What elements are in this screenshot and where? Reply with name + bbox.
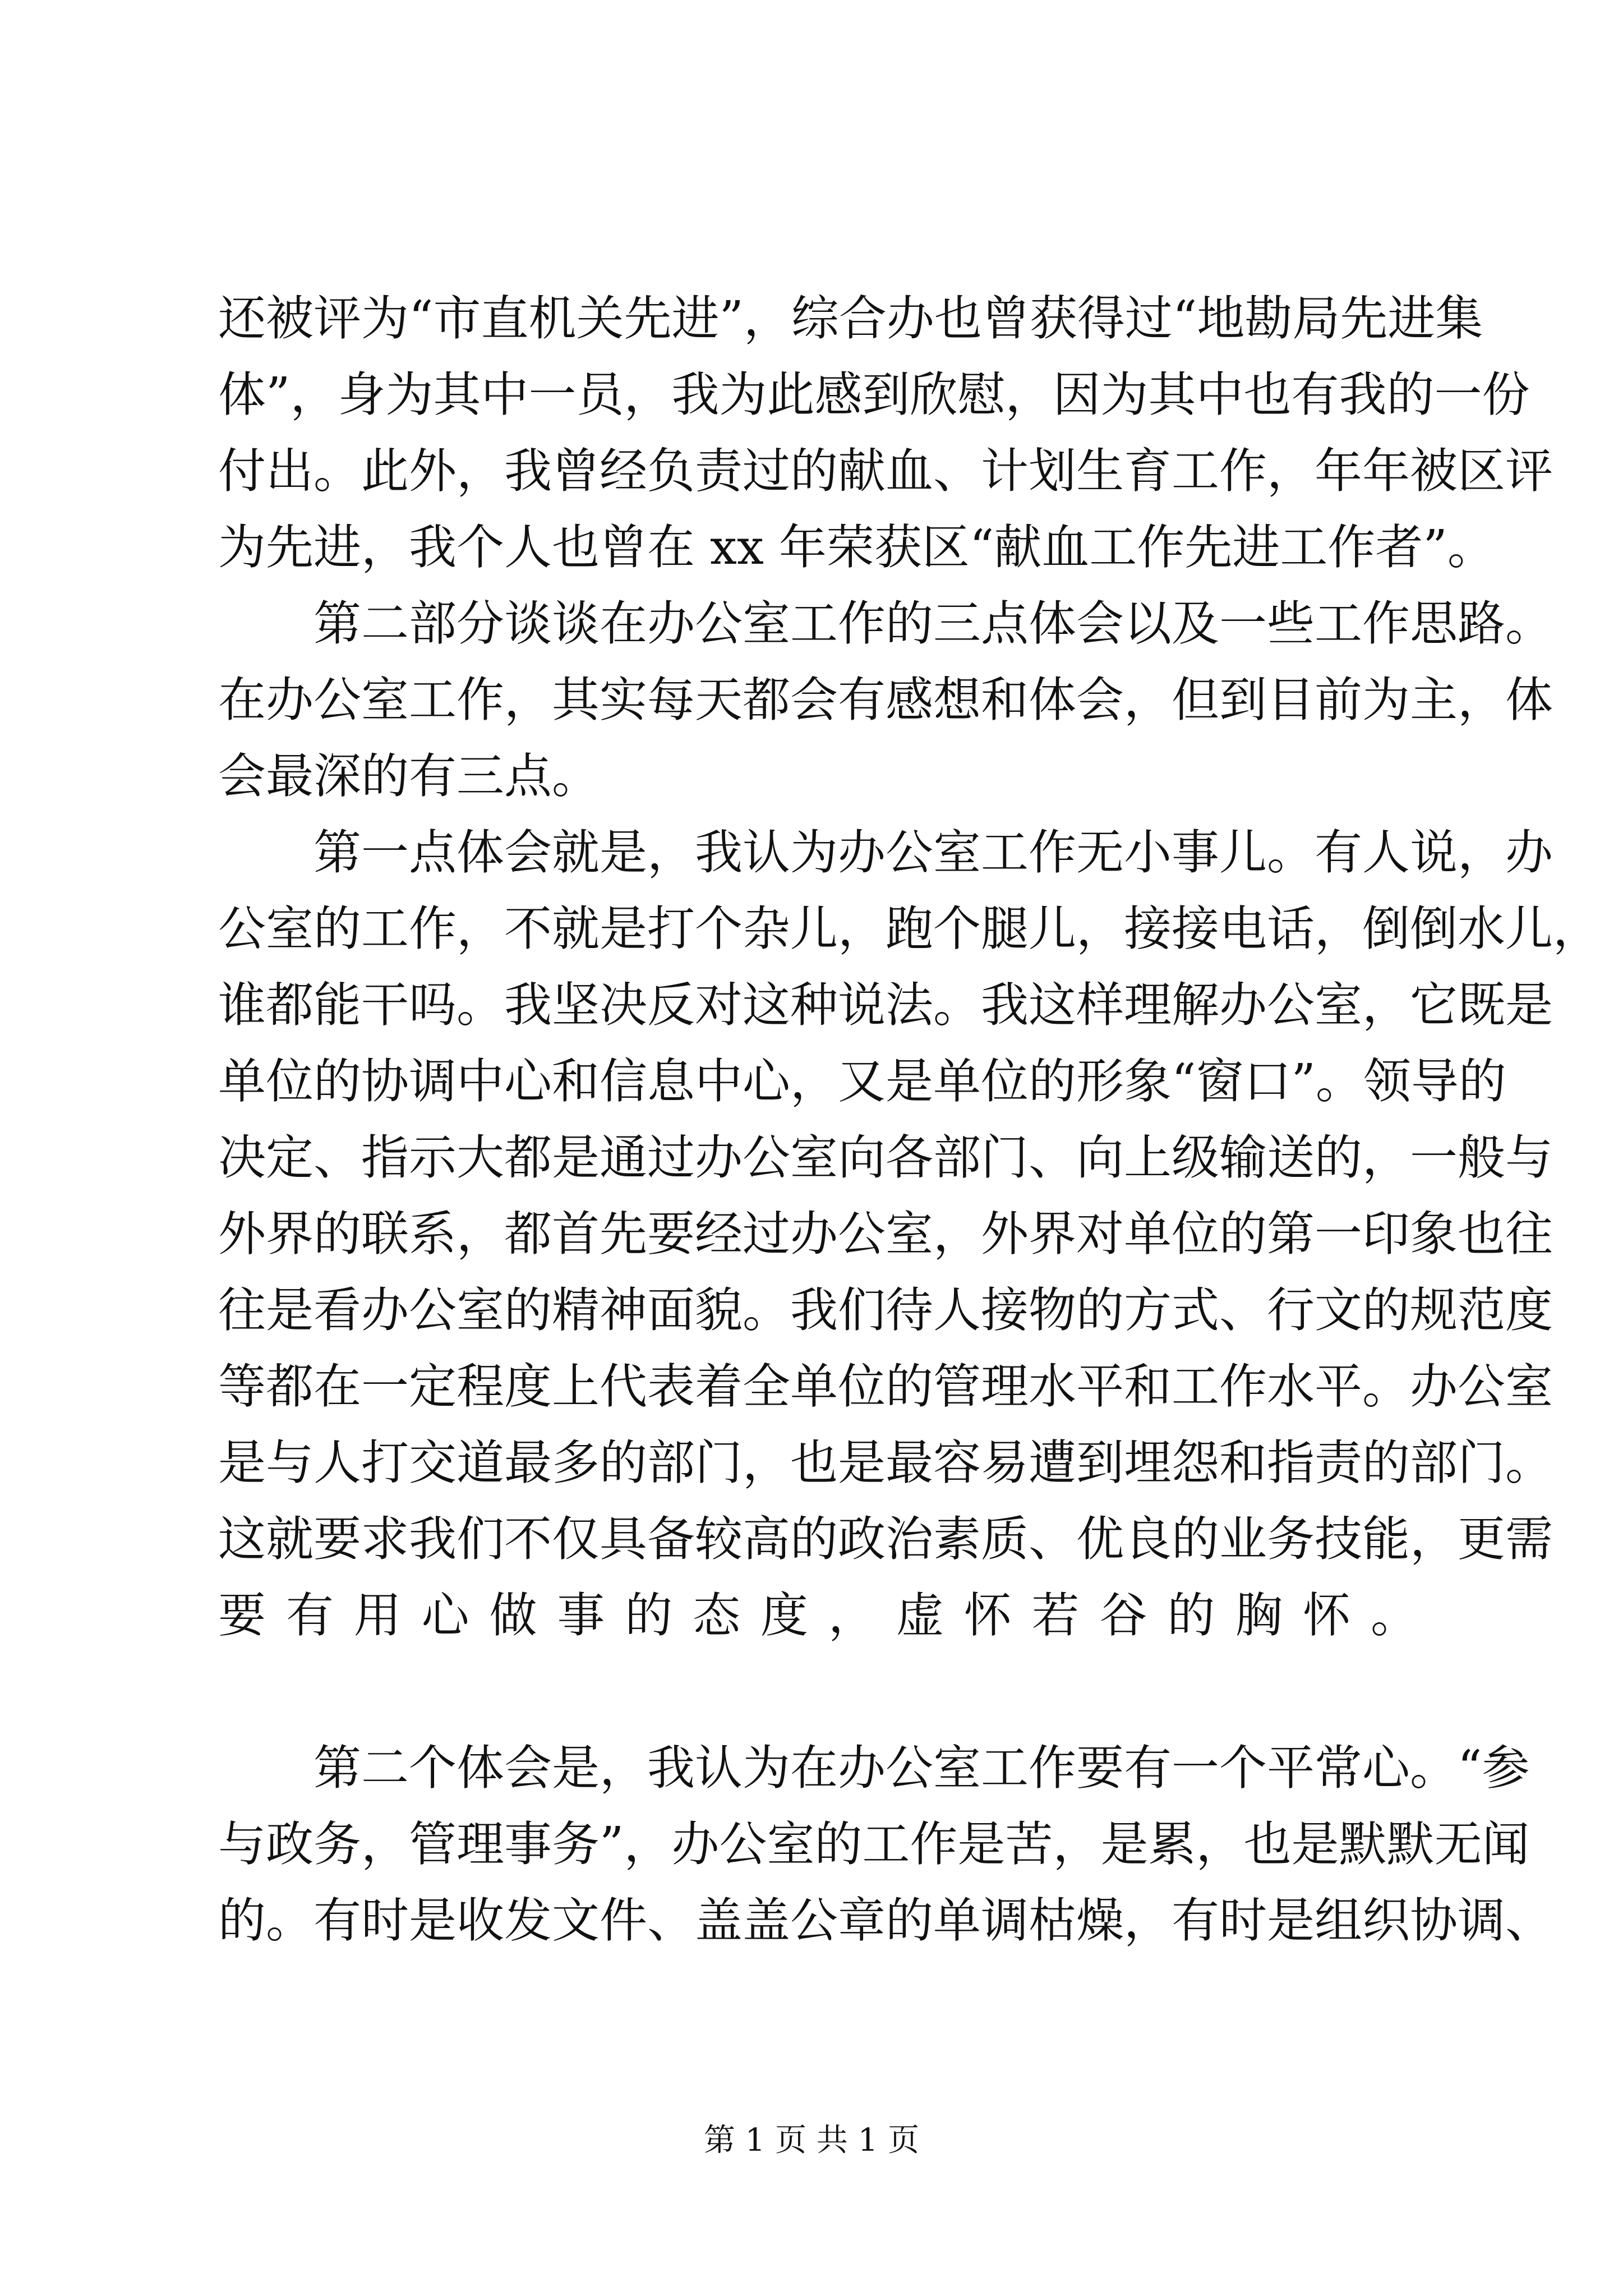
text-line: 体”，身为其中一员，我为此感到欣慰，因为其中也有我的一份	[218, 367, 1530, 423]
text-line: 往是看办公室的精神面貌。我们待人接物的方式、行文的规范度	[218, 1283, 1553, 1338]
text-line: 谁都能干吗。我坚决反对这种说法。我这样理解办公室，它既是	[218, 978, 1553, 1033]
text-line: 会最深的有三点。	[218, 749, 600, 804]
text-line: 这就要求我们不仅具备较高的政治素质、优良的业务技能，更需	[218, 1512, 1553, 1567]
text-line: 付出。此外，我曾经负责过的献血、计划生育工作，年年被区评	[218, 444, 1553, 499]
text-line: 第一点体会就是，我认为办公室工作无小事儿。有人说，办	[313, 825, 1553, 881]
page-number-footer: 第 1 页 共 1 页	[703, 2122, 920, 2159]
text-line: 决定、指示大都是通过办公室向各部门、向上级输送的，一般与	[218, 1130, 1553, 1186]
text-line: 要有用心做事的态度，虚怀若谷的胸怀。	[218, 1588, 1418, 1644]
text-line: 在办公室工作，其实每天都会有感想和体会，但到目前为主，体	[218, 673, 1553, 728]
paragraph	[218, 281, 1553, 586]
text-line: 单位的协调中心和信息中心，又是单位的形象“窗口”。领导的	[218, 1054, 1506, 1110]
text-line: 等都在一定程度上代表着全单位的管理水平和工作水平。办公室	[218, 1359, 1553, 1415]
text-line: 公室的工作，不就是打个杂儿，跑个腿儿，接接电话，倒倒水儿，	[218, 901, 1601, 957]
text-line: 外界的联系，都首先要经过办公室，外界对单位的第一印象也往	[218, 1207, 1553, 1262]
text-line: 的。有时是收发文件、盖盖公章的单调枯燥，有时是组织协调、	[218, 1893, 1553, 1949]
document-body	[218, 281, 1601, 1959]
text-line: 是与人打交道最多的部门，也是最容易遭到埋怨和指责的部门。	[218, 1435, 1553, 1491]
text-line	[218, 1654, 1418, 1731]
paragraph	[218, 1731, 1553, 1959]
paragraph	[218, 586, 1553, 815]
paragraph	[218, 815, 1601, 1731]
text-line: 第二部分谈谈在办公室工作的三点体会以及一些工作思路。	[313, 596, 1553, 652]
text-line: 与政务，管理事务”，办公室的工作是苦，是累，也是默默无闻	[218, 1817, 1530, 1872]
text-line: 第二个体会是，我认为在办公室工作要有一个平常心。“参	[313, 1741, 1530, 1796]
text-line: 为先进，我个人也曾在 xx 年荣获区“献血工作先进工作者”。	[218, 520, 1495, 576]
text-line: 还被评为“市直机关先进”，综合办也曾获得过“地勘局先进集	[218, 291, 1483, 347]
